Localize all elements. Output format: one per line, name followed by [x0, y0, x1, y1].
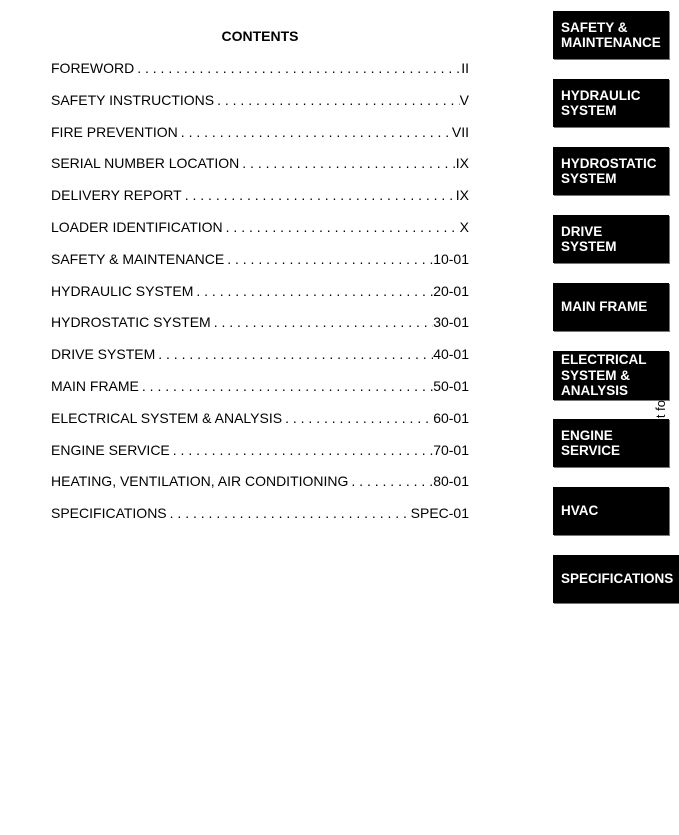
tab-hydraulic-system[interactable]	[553, 79, 669, 127]
dot-leader	[134, 60, 461, 76]
toc-label: SAFETY & MAINTENANCE	[51, 250, 225, 267]
toc-label: ELECTRICAL SYSTEM & ANALYSIS	[51, 409, 283, 426]
dot-leader	[214, 92, 460, 108]
dot-leader	[224, 251, 433, 267]
dot-leader	[167, 505, 411, 521]
dot-leader	[211, 314, 433, 330]
dot-leader	[155, 346, 433, 362]
toc-label: FIRE PREVENTION	[51, 123, 178, 140]
tab-label: MAIN FRAME	[561, 299, 648, 315]
toc-row-electrical-system[interactable]	[51, 410, 469, 442]
tab-hvac[interactable]	[553, 487, 669, 535]
dot-leader	[348, 473, 433, 489]
page-title: CONTENTS	[221, 28, 299, 44]
side-note-text: Co t fo	[653, 400, 668, 439]
toc-row-hvac[interactable]	[51, 473, 469, 505]
dot-leader	[178, 124, 452, 140]
toc-row-fire-prevention[interactable]	[51, 124, 469, 156]
toc-label: FOREWORD	[51, 60, 135, 76]
tab-specifications[interactable]	[553, 555, 679, 603]
toc-page-number: SPEC-01	[410, 505, 469, 522]
toc-page-number: 70-01	[433, 441, 469, 458]
toc-page-number: 20-01	[433, 282, 469, 299]
toc-page-number: X	[459, 218, 469, 235]
toc-row-loader-identification[interactable]	[51, 219, 469, 251]
toc-page-number: 80-01	[433, 473, 469, 490]
toc-row-delivery-report[interactable]	[51, 187, 469, 219]
toc-page-number: 10-01	[433, 250, 469, 267]
toc-page-number: II	[461, 60, 469, 76]
toc-label: SERIAL NUMBER LOCATION	[51, 155, 240, 172]
tab-label: DRIVE SYSTEM	[561, 223, 617, 254]
toc-label: DRIVE SYSTEM	[51, 346, 156, 363]
toc-page-number: 60-01	[433, 409, 469, 426]
toc-row-serial-number-location[interactable]	[51, 155, 469, 187]
toc-row-main-frame[interactable]	[51, 378, 469, 410]
toc-row-foreword[interactable]	[51, 60, 469, 92]
tab-label: HYDROSTATIC SYSTEM	[561, 155, 657, 186]
toc-page-number: IX	[455, 155, 469, 172]
tab-label: ENGINE SERVICE	[561, 427, 621, 458]
dot-leader	[193, 283, 433, 299]
tab-label: ELECTRICAL SYSTEM & ANALYSIS	[561, 352, 647, 399]
toc-label: SAFETY INSTRUCTIONS	[51, 91, 215, 108]
dot-leader	[239, 155, 456, 171]
toc-row-hydraulic-system[interactable]	[51, 283, 469, 315]
toc-label: ENGINE SERVICE	[51, 441, 170, 458]
toc-row-hydrostatic-system[interactable]	[51, 314, 469, 346]
toc-row-drive-system[interactable]	[51, 346, 469, 378]
dot-leader	[223, 219, 460, 235]
toc-row-safety-maintenance[interactable]	[51, 251, 469, 283]
toc-label: SPECIFICATIONS	[51, 505, 167, 522]
toc-page-number: 50-01	[433, 377, 469, 394]
side-note	[651, 400, 673, 488]
toc-page-number: VII	[451, 123, 469, 140]
toc-label: MAIN FRAME	[51, 377, 139, 394]
toc-label: LOADER IDENTIFICATION	[51, 218, 223, 235]
toc-row-safety-instructions[interactable]	[51, 92, 469, 124]
toc-page-number: V	[459, 91, 469, 108]
dot-leader	[282, 410, 433, 426]
toc-page-number: IX	[455, 187, 469, 204]
table-of-contents	[51, 60, 469, 537]
toc-label: HYDROSTATIC SYSTEM	[51, 314, 211, 331]
toc-row-engine-service[interactable]	[51, 442, 469, 474]
toc-page-number: 30-01	[433, 314, 469, 331]
tab-safety-maintenance[interactable]	[553, 11, 669, 59]
tab-label: HVAC	[561, 503, 599, 519]
tab-drive-system[interactable]	[553, 215, 669, 263]
dot-leader	[139, 378, 433, 394]
dot-leader	[170, 442, 433, 458]
dot-leader	[182, 187, 456, 203]
toc-label: DELIVERY REPORT	[51, 187, 182, 204]
tab-label: HYDRAULIC SYSTEM	[561, 87, 641, 118]
toc-page-number: 40-01	[433, 346, 469, 363]
tab-electrical-system[interactable]	[553, 351, 669, 400]
toc-label: HEATING, VENTILATION, AIR CONDITIONING	[51, 473, 349, 490]
tab-hydrostatic-system[interactable]	[553, 147, 669, 195]
tab-label: SPECIFICATIONS	[561, 571, 674, 587]
tab-main-frame[interactable]	[553, 283, 669, 331]
toc-label: HYDRAULIC SYSTEM	[51, 282, 194, 299]
toc-row-specifications[interactable]	[51, 505, 469, 537]
tab-label: SAFETY & MAINTENANCE	[561, 19, 661, 50]
